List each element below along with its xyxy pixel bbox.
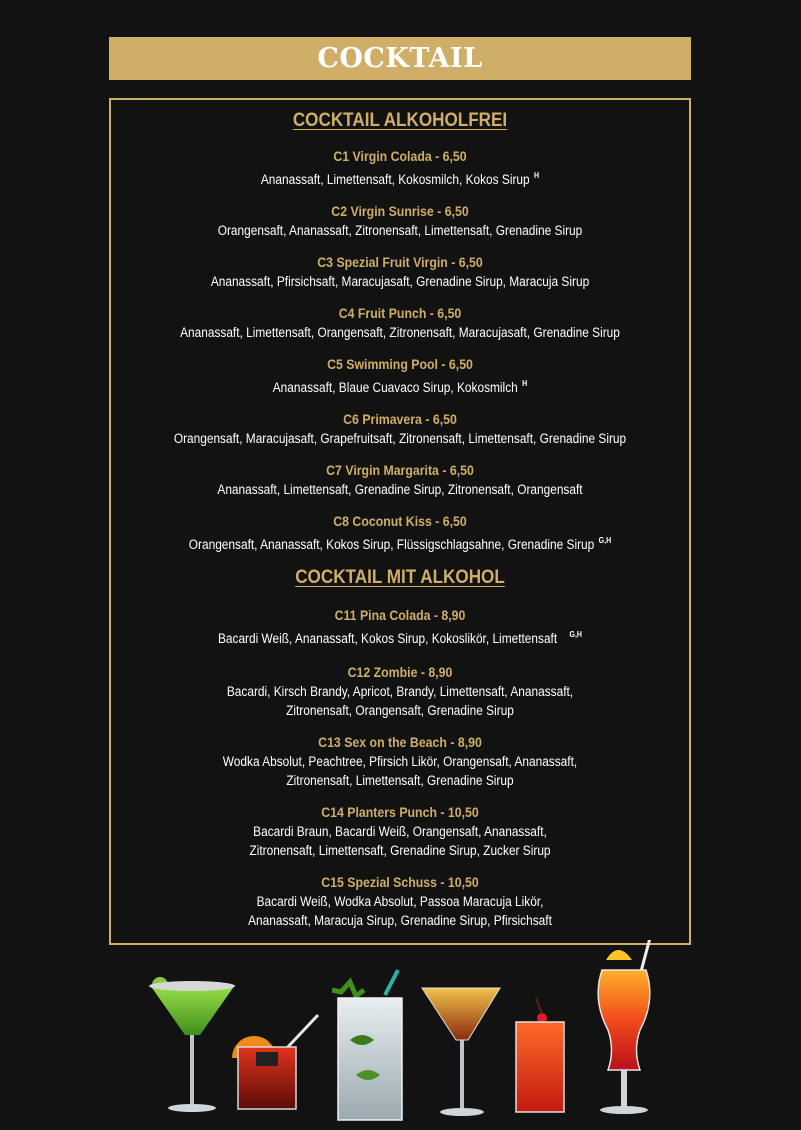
allergen-note: G,H [569,630,583,639]
item-name: C4 Fruit Punch - 6,50 [338,305,462,321]
section-title: COCKTAIL ALKOHOLFREI [292,110,508,131]
menu-item [111,304,689,342]
item-ingredients: Ananassaft, Limettensaft, Orangensaft, Zitronensaft, Maracujasaft, Grenadine Sirup [180,325,620,340]
item-name: C2 Virgin Sunrise - 6,50 [331,203,469,219]
menu-item [111,873,689,930]
item-ingredients: Ananassaft, Blaue Cuavaco Sirup, Kokosmilch [272,380,518,395]
item-name: C5 Swimming Pool - 6,50 [327,356,473,372]
item-ingredients: Ananassaft, Maracuja Sirup, Grenadine Sirup, Pfirsichsaft [248,913,552,928]
item-name: C13 Sex on the Beach - 8,90 [318,734,482,750]
item-ingredients: Wodka Absolut, Peachtree, Pfirsich Likör, Orangensaft, Ananassaft, [222,754,578,769]
mojito-glass-icon [332,970,402,1120]
section-alkoholfrei [111,110,689,567]
item-ingredients: Zitronensaft, Limettensaft, Grenadine Sirup [286,773,514,788]
allergen-note: G,H [598,536,612,545]
item-name: C11 Pina Colada - 8,90 [334,607,466,623]
menu-item [111,202,689,240]
item-ingredients: Bacardi, Kirsch Brandy, Apricot, Brandy, Limettensaft, Ananassaft, [226,684,574,699]
section-mit-alkohol [111,567,689,930]
menu-item [111,733,689,790]
tequila-sunrise-glass-icon [598,940,650,1114]
menu-item [111,663,689,720]
header-banner [109,37,691,80]
menu-item [111,147,689,189]
allergen-note: H [534,171,540,180]
item-name: C6 Primavera - 6,50 [343,411,457,427]
item-ingredients: Zitronensaft, Limettensaft, Grenadine Sirup, Zucker Sirup [249,843,551,858]
item-name: C1 Virgin Colada - 6,50 [333,148,467,164]
menu-item [111,355,689,397]
item-ingredients: Orangensaft, Maracujasaft, Grapefruitsaft, Zitronensaft, Limettensaft, Grenadine Sirup [173,431,627,446]
item-ingredients: Bacardi Weiß, Wodka Absolut, Passoa Maracuja Likör, [256,894,544,909]
item-ingredients: Ananassaft, Pfirsichsaft, Maracujasaft, Grenadine Sirup, Maracuja Sirup [210,274,590,289]
menu-frame [109,98,691,945]
menu-item [111,253,689,291]
menu-item [111,803,689,860]
menu-item [111,606,689,648]
menu-item [111,512,689,554]
item-ingredients: Bacardi Braun, Bacardi Weiß, Orangensaft, Ananassaft, [253,824,547,839]
negroni-glass-icon [232,1015,318,1109]
menu-item [111,461,689,499]
item-name: C3 Spezial Fruit Virgin - 6,50 [317,254,483,270]
item-name: C8 Coconut Kiss - 6,50 [333,513,467,529]
item-ingredients: Zitronensaft, Orangensaft, Grenadine Sirup [286,703,514,718]
menu-item [111,410,689,448]
section-title: COCKTAIL MIT ALKOHOL [295,567,505,588]
item-ingredients: Bacardi Weiß, Ananassaft, Kokos Sirup, Kokoslikör, Limettensaft [217,631,558,646]
item-ingredients: Ananassaft, Limettensaft, Kokosmilch, Kokos Sirup [260,172,530,187]
margarita-glass-icon [149,977,235,1112]
martini-glass-icon [422,988,500,1116]
item-name: C15 Spezial Schuss - 10,50 [321,874,479,890]
item-name: C14 Planters Punch - 10,50 [321,804,479,820]
item-ingredients: Orangensaft, Ananassaft, Kokos Sirup, Flüssigschlagsahne, Grenadine Sirup [188,537,595,552]
allergen-note: H [522,379,528,388]
item-ingredients: Ananassaft, Limettensaft, Grenadine Sirup, Zitronensaft, Orangensaft [217,482,583,497]
cocktail-glasses-illustration [0,940,801,1130]
red-highball-glass-icon [516,998,564,1112]
item-name: C12 Zombie - 8,90 [347,664,453,680]
item-name: C7 Virgin Margarita - 6,50 [326,462,474,478]
item-ingredients: Orangensaft, Ananassaft, Zitronensaft, Limettensaft, Grenadine Sirup [217,223,583,238]
page-title: COCKTAIL [317,43,483,74]
